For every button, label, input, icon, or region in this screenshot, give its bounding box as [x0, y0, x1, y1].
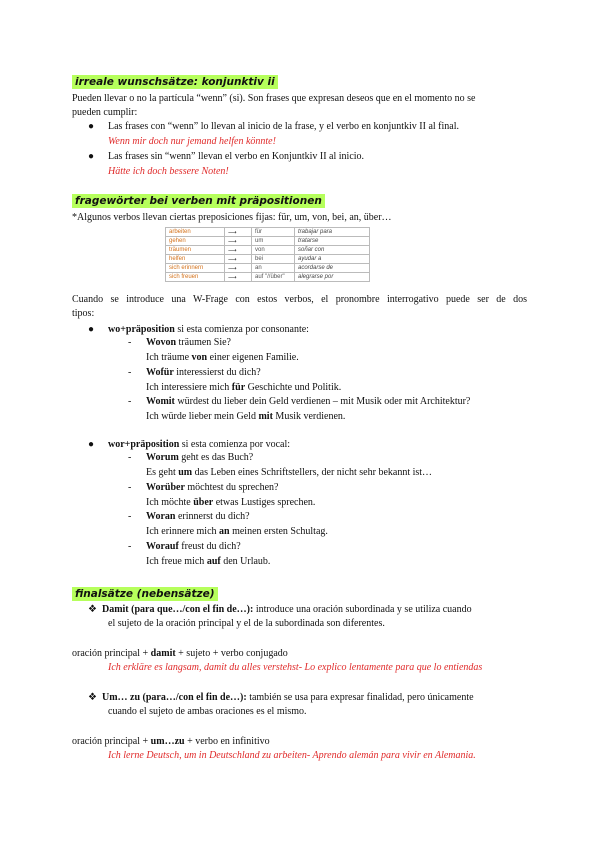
formula-keyword: um…zu	[150, 736, 185, 747]
bullet-item	[88, 151, 364, 162]
definition-term: Um… zu (para…/con el fin de…):	[101, 692, 247, 703]
verb-cell: arbeiten	[166, 228, 225, 237]
question-text: träumen Sie?	[176, 337, 231, 348]
arrow-icon: ⟶	[225, 246, 252, 255]
table-row	[166, 273, 370, 282]
verb-cell: sich freuen	[166, 273, 225, 282]
bullet-dot-icon: ●	[88, 151, 95, 162]
dash-bullet-icon: -	[128, 366, 132, 378]
group-text: si esta comienza por vocal:	[179, 439, 291, 450]
question-word: Worauf	[146, 540, 179, 552]
question-text: würdest du lieber dein Geld verdienen – mit Musik oder mit Architektur?	[174, 396, 471, 407]
answer-text: das Leben eines Schriftstellers, der nicht sehr bekannt ist…	[192, 467, 433, 478]
question-text: möchtest du sprechen?	[184, 481, 279, 493]
arrow-icon: ⟶	[225, 255, 252, 264]
translation-cell: acordarse de	[295, 264, 370, 273]
definition-text: también se usa para expresar finalidad, pero únicamente	[246, 692, 474, 703]
question-word: Worüber	[146, 481, 185, 493]
table-row	[166, 264, 370, 273]
example-sentence: Wenn mir doch nur jemand helfen könnte!	[108, 136, 276, 147]
dash-bullet-icon: -	[128, 452, 132, 463]
answer-text: Musik verdienen.	[272, 411, 346, 422]
group-text: si esta comienza por consonante:	[174, 324, 309, 335]
definition-text: cuando el sujeto de ambas oraciones es el mismo.	[108, 706, 307, 717]
question-line	[128, 452, 253, 463]
question-text: interessierst du dich?	[173, 366, 261, 378]
answer-text: Ich freue mich	[146, 555, 207, 567]
paragraph-line: Cuando se introduce una W-Frage con estos verbos, el pronombre interrogativo puede ser de dos	[72, 294, 527, 305]
question-line	[128, 511, 250, 522]
formula-part: oración principal +	[72, 736, 151, 747]
preposition-cell: an	[252, 264, 295, 273]
question-word: Womit	[146, 396, 175, 407]
definition-text: el sujeto de la oración principal y el de la subordinada son diferentes.	[108, 618, 385, 629]
bullet-dot-icon: ●	[88, 439, 95, 450]
question-word: Wovon	[146, 337, 177, 348]
example-sentence: Hätte ich doch bessere Noten!	[108, 166, 229, 177]
group-label: wo+präposition	[108, 324, 175, 335]
answer-preposition: über	[193, 496, 214, 508]
paragraph-line: Pueden llevar o no la partícula “wenn” (si). Son frases que expresan deseos que en el momento no se	[72, 93, 476, 104]
translation-cell: soñar con	[295, 246, 370, 255]
heading-fragewoerter: fragewörter bei verben mit präpositionen	[72, 194, 325, 208]
answer-line	[146, 467, 432, 478]
answer-text: Ich träume	[146, 352, 192, 363]
question-text: freust du dich?	[178, 540, 241, 552]
preposition-cell: für	[252, 228, 295, 237]
question-line	[128, 337, 231, 348]
answer-text: Ich interessiere mich	[146, 381, 232, 393]
definition-text: introduce una oración subordinada y se utiliza cuando	[253, 604, 472, 615]
bullet-item	[88, 121, 459, 132]
formula-keyword: damit	[150, 648, 176, 659]
diamond-bullet-icon: ❖	[88, 692, 97, 703]
arrow-icon: ⟶	[225, 237, 252, 246]
arrow-icon: ⟶	[225, 228, 252, 237]
dash-bullet-icon: -	[128, 481, 132, 493]
answer-line	[146, 411, 345, 422]
answer-text: etwas Lustiges sprechen.	[213, 496, 316, 508]
bullet-text: Las frases con “wenn” lo llevan al inicio de la frase, y el verbo en konjuntkiv II al final.	[108, 121, 459, 132]
dash-bullet-icon: -	[128, 337, 132, 348]
preposition-cell: von	[252, 246, 295, 255]
question-line	[128, 541, 241, 552]
definition-term: Damit (para que…/con el fin de…):	[101, 604, 254, 615]
table-row	[166, 246, 370, 255]
example-sentence: Ich lerne Deutsch, um in Deutschland zu arbeiten- Aprendo alemán para vivir en Alemania.	[108, 750, 476, 761]
preposition-cell: bei	[252, 255, 295, 264]
answer-line	[146, 352, 299, 363]
dash-bullet-icon: -	[128, 511, 132, 522]
verb-cell: helfen	[166, 255, 225, 264]
answer-text: Ich möchte	[146, 496, 194, 508]
answer-text: einer eigenen Familie.	[207, 352, 299, 363]
question-line	[128, 482, 278, 493]
translation-cell: alegrarse por	[295, 273, 370, 282]
paragraph-line: pueden cumplir:	[72, 107, 138, 118]
answer-preposition: mit	[258, 411, 273, 422]
formula-part: + sujeto + verbo conjugado	[175, 648, 288, 659]
question-word: Wofür	[146, 366, 174, 378]
answer-preposition: um	[178, 467, 193, 478]
verb-cell: gehen	[166, 237, 225, 246]
table-row	[166, 228, 370, 237]
translation-cell: ayudar a	[295, 255, 370, 264]
answer-preposition: für	[231, 381, 246, 393]
question-text: erinnerst du dich?	[175, 511, 250, 522]
translation-cell: tratarse	[295, 237, 370, 246]
bullet-text: Las frases sin “wenn” llevan el verbo en Konjuntkiv II al inicio.	[108, 151, 365, 162]
example-sentence: Ich erkläre es langsam, damit du alles verstehst- Lo explico lentamente para que lo entiendas	[108, 662, 483, 673]
table-row	[166, 237, 370, 246]
dash-bullet-icon: -	[128, 540, 132, 552]
group-label: wor+präposition	[108, 439, 180, 450]
question-word: Worum	[146, 452, 179, 463]
bullet-dot-icon: ●	[88, 121, 95, 132]
arrow-icon: ⟶	[225, 273, 252, 282]
arrow-icon: ⟶	[225, 264, 252, 273]
answer-text: meinen ersten Schultag.	[229, 526, 328, 537]
answer-line	[146, 382, 341, 393]
answer-text: den Urlaub.	[220, 555, 271, 567]
answer-text: Ich erinnere mich	[146, 526, 220, 537]
dash-bullet-icon: -	[128, 396, 132, 407]
paragraph-line: *Algunos verbos llevan ciertas preposiciones fijas: für, um, von, bei, an, über…	[72, 212, 392, 223]
question-line	[128, 396, 470, 407]
group-heading	[88, 439, 290, 450]
translation-cell: trabajar para	[295, 228, 370, 237]
definition-umzu	[88, 692, 474, 703]
diamond-bullet-icon: ❖	[88, 604, 97, 615]
heading-irreale-wunschsaetze: irreale wunschsätze: konjunktiv ii	[72, 75, 278, 89]
group-heading	[88, 324, 309, 335]
answer-line	[146, 526, 328, 537]
formula-line	[72, 648, 288, 659]
verb-cell: träumen	[166, 246, 225, 255]
heading-finalsaetze: finalsätze (nebensätze)	[72, 587, 218, 601]
answer-line	[146, 556, 270, 567]
formula-line	[72, 736, 270, 747]
answer-preposition: an	[219, 526, 230, 537]
question-line	[128, 367, 261, 378]
answer-line	[146, 497, 315, 508]
formula-part: + verbo en infinitivo	[184, 736, 270, 747]
verb-preposition-table	[165, 227, 370, 282]
question-word: Woran	[146, 511, 176, 522]
answer-text: Es geht	[146, 467, 179, 478]
preposition-cell: um	[252, 237, 295, 246]
definition-damit	[88, 604, 472, 615]
answer-preposition: auf	[206, 555, 221, 567]
answer-text: Geschichte und Politik.	[245, 381, 342, 393]
formula-part: oración principal +	[72, 648, 151, 659]
bullet-dot-icon: ●	[88, 324, 95, 335]
answer-text: Ich würde lieber mein Geld	[146, 411, 259, 422]
answer-preposition: von	[191, 352, 208, 363]
paragraph-line: tipos:	[72, 308, 95, 319]
question-text: geht es das Buch?	[178, 452, 254, 463]
verb-cell: sich erinnern	[166, 264, 225, 273]
preposition-cell: auf "//über"	[252, 273, 295, 282]
table-row	[166, 255, 370, 264]
